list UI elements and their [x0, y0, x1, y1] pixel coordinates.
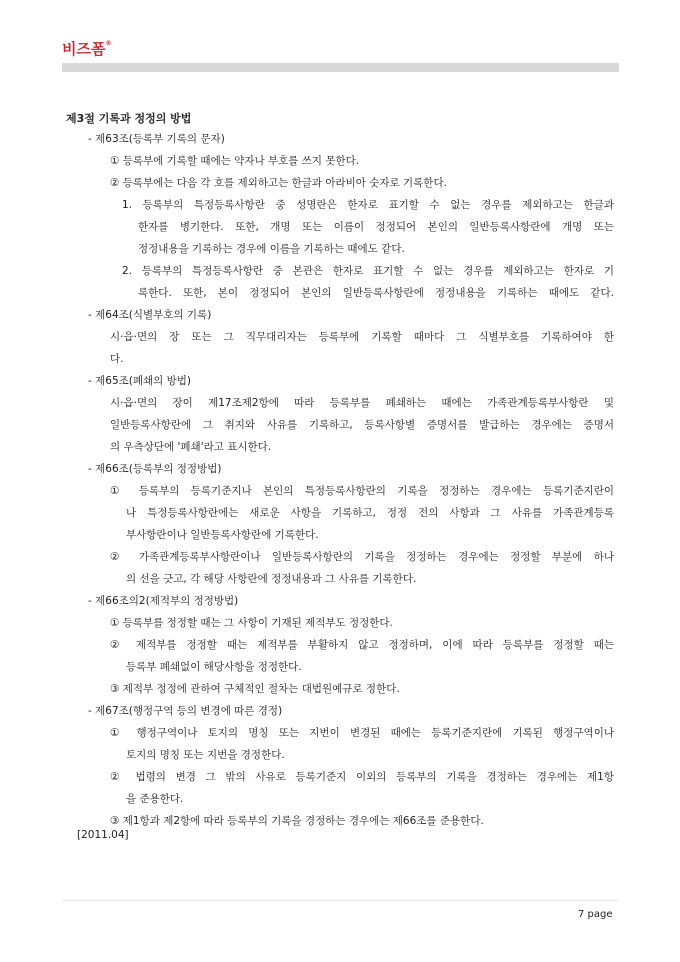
article-64-heading: - 제64조(식별부호의 기록)	[88, 309, 212, 321]
article-66-2-item-2-line-2: 등록부 폐쇄없이 해당사항을 정정한다.	[126, 661, 302, 673]
article-66-2-heading: - 제66조의2(제적부의 정정방법)	[88, 595, 239, 607]
article-63-sub-2-line-2: 록한다. 또한, 본이 정정되어 본인의 일반등록사항란에 정정내용을 기록하는 때에도 같다.	[138, 287, 614, 299]
article-63-sub-2-line-1: 2. 등록부의 특정등록사항란 중 본관은 한자로 표기할 수 없는 경우를 제외하고는 한자로 기	[122, 265, 614, 277]
article-66-2-item-2-line-1: ② 제적부를 정정할 때는 제적부를 부활하지 않고 정정하며, 이에 따라 등록부를 정정할 때는	[110, 639, 614, 651]
header-bar	[62, 63, 619, 72]
article-67-item-1-line-2: 토지의 명칭 또는 지번을 경정한다.	[126, 749, 285, 761]
article-65-text-line-1: 시·읍·면의 장이 제17조제2항에 따라 등록부를 폐쇄하는 때에는 가족관계등록부사항란 및	[110, 397, 614, 409]
article-63-sub-1-line-1: 1. 등록부의 특정등록사항란 중 성명란은 한자로 표기할 수 없는 경우를 제외하고는 한글과	[122, 199, 614, 211]
page-number: 7 page	[578, 909, 613, 920]
revision-date: [2011.04]	[77, 829, 129, 841]
article-65-text-line-2: 일반등록사항란에 그 취지와 사유를 기록하고, 등록사항별 증명서를 발급하는 경우에는 증명서	[110, 419, 614, 431]
article-66-item-2-line-2: 의 선을 긋고, 각 해당 사항란에 정정내용과 그 사유를 기록한다.	[126, 573, 417, 585]
article-63-sub-1-line-2: 한자를 병기한다. 또한, 개명 또는 이름이 정정되어 본인의 일반등록사항란에 개명 또는	[138, 221, 614, 233]
article-63-heading: - 제63조(등록부 기록의 문자)	[88, 133, 225, 145]
article-67-item-2-line-2: 을 준용한다.	[126, 793, 184, 805]
bizform-logo: 비즈폼®	[62, 40, 112, 58]
article-66-item-2-line-1: ② 가족관계등록부사항란이나 일반등록사항란의 기록을 정정하는 경우에는 정정할 부분에 하나	[110, 551, 614, 563]
article-63-item-1: ① 등록부에 기록할 때에는 약자나 부호를 쓰지 못한다.	[110, 155, 360, 167]
article-66-2-item-3: ③ 제적부 정정에 관하여 구체적인 절차는 대법원예규로 정한다.	[110, 683, 400, 695]
article-66-heading: - 제66조(등록부의 정정방법)	[88, 463, 222, 475]
article-63-item-2: ② 등록부에는 다음 각 호를 제외하고는 한글과 아라비아 숫자로 기록한다.	[110, 177, 447, 189]
article-66-2-item-1: ① 등록부를 정정할 때는 그 사항이 기재된 제적부도 정정한다.	[110, 617, 393, 629]
article-64-text-line-1: 시·읍·면의 장 또는 그 직무대리자는 등록부에 기록할 때마다 그 식별부호를 기록하여야 한	[110, 331, 614, 343]
article-64-text-line-2: 다.	[110, 353, 124, 365]
article-66-item-1-line-3: 부사항란이나 일반등록사항란에 기록한다.	[126, 529, 319, 541]
section-title: 제3절 기록과 정정의 방법	[66, 112, 192, 125]
article-66-item-1-line-2: 나 특정등록사항란에는 새로운 사항을 기록하고, 정정 전의 사항과 그 사유를 가족관계등록	[126, 507, 614, 519]
article-67-heading: - 제67조(행정구역 등의 변경에 따른 경정)	[88, 705, 283, 717]
registered-mark: ®	[105, 40, 112, 47]
article-65-heading: - 제65조(폐쇄의 방법)	[88, 375, 192, 387]
footer-divider	[62, 900, 619, 901]
article-67-item-1-line-1: ① 행정구역이나 토지의 명칭 또는 지번이 변경된 때에는 등록기준지란에 기록된 행정구역이나	[110, 727, 614, 739]
article-67-item-3: ③ 제1항과 제2항에 따라 등록부의 기록을 경정하는 경우에는 제66조를 준용한다.	[110, 815, 484, 827]
article-67-item-2-line-1: ② 법령의 변경 그 밖의 사유로 등록기준지 이외의 등록부의 기록을 경정하는 경우에는 제1항	[110, 771, 614, 783]
article-63-sub-1-line-3: 정정내용을 기록하는 경우에 이름을 기록하는 때에도 같다.	[138, 243, 405, 255]
article-66-item-1-line-1: ① 등록부의 등록기준지나 본인의 특정등록사항란의 기록을 정정하는 경우에는 등록기준지란이	[110, 485, 614, 497]
article-65-text-line-3: 의 우측상단에 '폐쇄'라고 표시한다.	[110, 441, 272, 453]
